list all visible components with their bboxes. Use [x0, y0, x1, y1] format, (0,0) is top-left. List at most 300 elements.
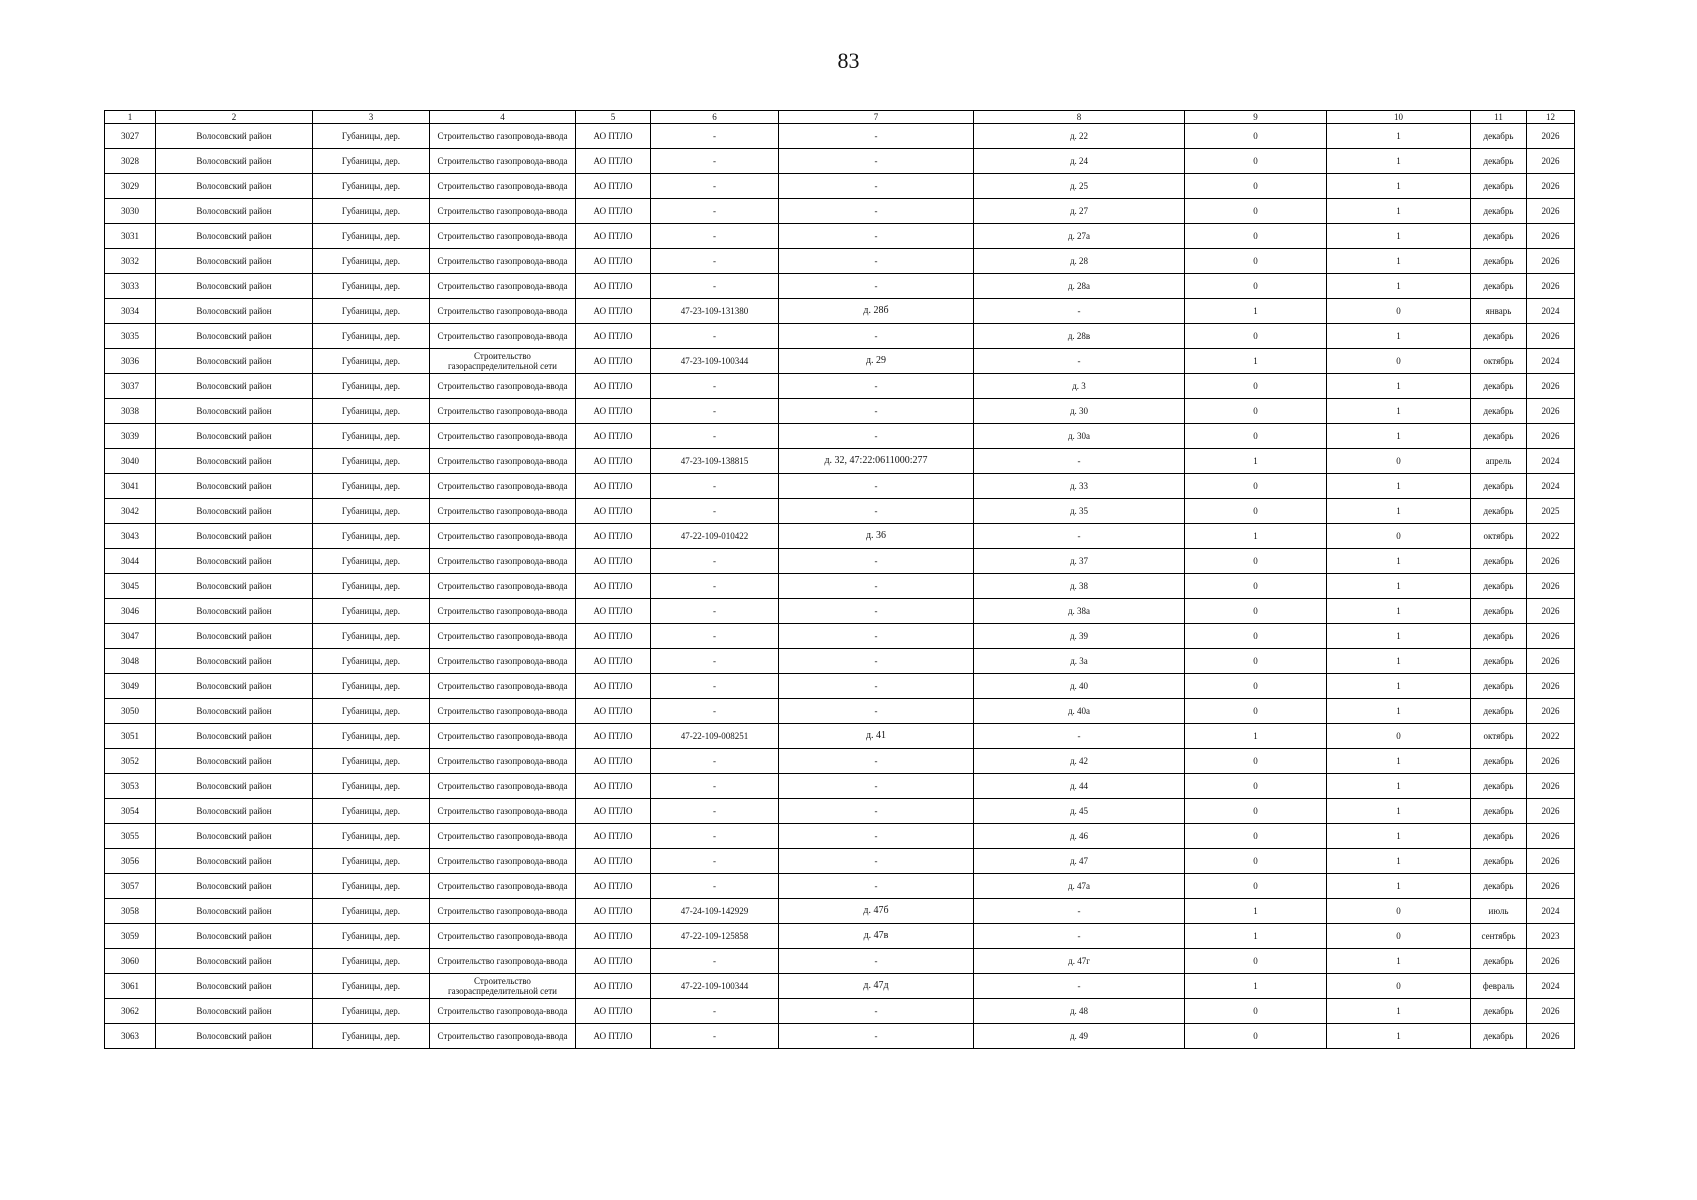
- month-cell: декабрь: [1471, 824, 1527, 849]
- house-address-cell: -: [974, 974, 1185, 999]
- month-cell: декабрь: [1471, 124, 1527, 149]
- settlement-cell: Губаницы, дер.: [313, 774, 430, 799]
- settlement-cell: Губаницы, дер.: [313, 474, 430, 499]
- table-row: [105, 124, 1575, 149]
- house-address-cell: д. 38а: [974, 599, 1185, 624]
- work-type-cell: Строительство газопровода-ввода: [430, 224, 576, 249]
- district-cell: Волосовский район: [156, 299, 313, 324]
- table-row: [105, 774, 1575, 799]
- flag-col10-cell: 1: [1327, 799, 1471, 824]
- flag-col9-cell: 0: [1185, 574, 1327, 599]
- house-address-cell: -: [974, 349, 1185, 374]
- settlement-cell: Губаницы, дер.: [313, 274, 430, 299]
- application-number-cell: 47-22-109-008251: [651, 724, 779, 749]
- application-number-cell: -: [651, 674, 779, 699]
- work-type-cell: Строительство газопровода-ввода: [430, 274, 576, 299]
- house-address-cell: д. 45: [974, 799, 1185, 824]
- object-address-cell: -: [779, 699, 974, 724]
- flag-col9-cell: 0: [1185, 274, 1327, 299]
- month-cell: декабрь: [1471, 774, 1527, 799]
- district-cell: Волосовский район: [156, 274, 313, 299]
- flag-col10-cell: 1: [1327, 174, 1471, 199]
- row-number-cell: 3037: [105, 374, 156, 399]
- flag-col10-cell: 1: [1327, 574, 1471, 599]
- work-type-cell: Строительство газопровода-ввода: [430, 124, 576, 149]
- flag-col10-cell: 1: [1327, 1024, 1471, 1049]
- object-address-cell: -: [779, 574, 974, 599]
- year-cell: 2023: [1527, 924, 1575, 949]
- house-address-cell: -: [974, 924, 1185, 949]
- column-header: 2: [156, 111, 313, 124]
- application-number-cell: -: [651, 124, 779, 149]
- year-cell: 2025: [1527, 499, 1575, 524]
- application-number-cell: -: [651, 949, 779, 974]
- object-address-cell: -: [779, 749, 974, 774]
- month-cell: декабрь: [1471, 474, 1527, 499]
- work-type-cell: Строительство газопровода-ввода: [430, 649, 576, 674]
- settlement-cell: Губаницы, дер.: [313, 349, 430, 374]
- flag-col9-cell: 0: [1185, 649, 1327, 674]
- month-cell: декабрь: [1471, 599, 1527, 624]
- flag-col9-cell: 1: [1185, 899, 1327, 924]
- application-number-cell: -: [651, 1024, 779, 1049]
- district-cell: Волосовский район: [156, 699, 313, 724]
- column-header: 7: [779, 111, 974, 124]
- object-address-cell: -: [779, 624, 974, 649]
- settlement-cell: Губаницы, дер.: [313, 199, 430, 224]
- row-number-cell: 3045: [105, 574, 156, 599]
- column-header: 9: [1185, 111, 1327, 124]
- work-type-cell: Строительство газопровода-ввода: [430, 824, 576, 849]
- row-number-cell: 3032: [105, 249, 156, 274]
- row-number-cell: 3052: [105, 749, 156, 774]
- organization-cell: АО ПТЛО: [576, 699, 651, 724]
- object-address-cell: -: [779, 424, 974, 449]
- flag-col9-cell: 0: [1185, 874, 1327, 899]
- table-row: [105, 549, 1575, 574]
- object-address-cell: -: [779, 324, 974, 349]
- row-number-cell: 3048: [105, 649, 156, 674]
- organization-cell: АО ПТЛО: [576, 599, 651, 624]
- flag-col10-cell: 1: [1327, 774, 1471, 799]
- district-cell: Волосовский район: [156, 374, 313, 399]
- settlement-cell: Губаницы, дер.: [313, 874, 430, 899]
- settlement-cell: Губаницы, дер.: [313, 924, 430, 949]
- month-cell: июль: [1471, 899, 1527, 924]
- row-number-cell: 3062: [105, 999, 156, 1024]
- column-header: 4: [430, 111, 576, 124]
- gasification-table: [104, 110, 1575, 1049]
- month-cell: декабрь: [1471, 174, 1527, 199]
- organization-cell: АО ПТЛО: [576, 474, 651, 499]
- table-row: [105, 949, 1575, 974]
- year-cell: 2026: [1527, 774, 1575, 799]
- settlement-cell: Губаницы, дер.: [313, 324, 430, 349]
- flag-col10-cell: 1: [1327, 699, 1471, 724]
- table-row: [105, 249, 1575, 274]
- month-cell: декабрь: [1471, 199, 1527, 224]
- month-cell: январь: [1471, 299, 1527, 324]
- organization-cell: АО ПТЛО: [576, 649, 651, 674]
- flag-col10-cell: 1: [1327, 999, 1471, 1024]
- object-address-cell: д. 47в: [779, 924, 974, 949]
- table-row: [105, 474, 1575, 499]
- year-cell: 2026: [1527, 874, 1575, 899]
- year-cell: 2024: [1527, 449, 1575, 474]
- flag-col9-cell: 0: [1185, 399, 1327, 424]
- object-address-cell: д. 47д: [779, 974, 974, 999]
- work-type-cell: Строительство газопровода-ввода: [430, 624, 576, 649]
- district-cell: Волосовский район: [156, 949, 313, 974]
- application-number-cell: -: [651, 249, 779, 274]
- column-header: 6: [651, 111, 779, 124]
- settlement-cell: Губаницы, дер.: [313, 824, 430, 849]
- district-cell: Волосовский район: [156, 774, 313, 799]
- month-cell: декабрь: [1471, 424, 1527, 449]
- application-number-cell: -: [651, 799, 779, 824]
- flag-col9-cell: 0: [1185, 374, 1327, 399]
- work-type-cell: Строительство газопровода-ввода: [430, 799, 576, 824]
- month-cell: декабрь: [1471, 399, 1527, 424]
- flag-col10-cell: 0: [1327, 299, 1471, 324]
- organization-cell: АО ПТЛО: [576, 149, 651, 174]
- district-cell: Волосовский район: [156, 649, 313, 674]
- district-cell: Волосовский район: [156, 574, 313, 599]
- year-cell: 2026: [1527, 274, 1575, 299]
- house-address-cell: -: [974, 524, 1185, 549]
- settlement-cell: Губаницы, дер.: [313, 674, 430, 699]
- year-cell: 2024: [1527, 299, 1575, 324]
- table-row: [105, 399, 1575, 424]
- object-address-cell: -: [779, 174, 974, 199]
- year-cell: 2026: [1527, 674, 1575, 699]
- year-cell: 2026: [1527, 649, 1575, 674]
- settlement-cell: Губаницы, дер.: [313, 224, 430, 249]
- row-number-cell: 3042: [105, 499, 156, 524]
- application-number-cell: -: [651, 174, 779, 199]
- row-number-cell: 3049: [105, 674, 156, 699]
- application-number-cell: -: [651, 774, 779, 799]
- house-address-cell: д. 39: [974, 624, 1185, 649]
- flag-col9-cell: 0: [1185, 749, 1327, 774]
- application-number-cell: 47-23-109-100344: [651, 349, 779, 374]
- settlement-cell: Губаницы, дер.: [313, 799, 430, 824]
- year-cell: 2026: [1527, 1024, 1575, 1049]
- application-number-cell: -: [651, 549, 779, 574]
- work-type-cell: Строительство газопровода-ввода: [430, 949, 576, 974]
- year-cell: 2026: [1527, 599, 1575, 624]
- application-number-cell: 47-22-109-125858: [651, 924, 779, 949]
- row-number-cell: 3047: [105, 624, 156, 649]
- settlement-cell: Губаницы, дер.: [313, 149, 430, 174]
- organization-cell: АО ПТЛО: [576, 499, 651, 524]
- month-cell: декабрь: [1471, 624, 1527, 649]
- object-address-cell: -: [779, 599, 974, 624]
- year-cell: 2024: [1527, 349, 1575, 374]
- settlement-cell: Губаницы, дер.: [313, 624, 430, 649]
- organization-cell: АО ПТЛО: [576, 124, 651, 149]
- application-number-cell: -: [651, 274, 779, 299]
- row-number-cell: 3050: [105, 699, 156, 724]
- table-row: [105, 624, 1575, 649]
- object-address-cell: -: [779, 849, 974, 874]
- district-cell: Волосовский район: [156, 124, 313, 149]
- house-address-cell: д. 35: [974, 499, 1185, 524]
- row-number-cell: 3043: [105, 524, 156, 549]
- district-cell: Волосовский район: [156, 874, 313, 899]
- organization-cell: АО ПТЛО: [576, 249, 651, 274]
- work-type-cell: Строительство газопровода-ввода: [430, 324, 576, 349]
- work-type-cell: Строительство газопровода-ввода: [430, 374, 576, 399]
- work-type-cell: Строительство газораспределительной сети: [430, 349, 576, 374]
- house-address-cell: д. 40: [974, 674, 1185, 699]
- month-cell: декабрь: [1471, 224, 1527, 249]
- row-number-cell: 3061: [105, 974, 156, 999]
- district-cell: Волосовский район: [156, 724, 313, 749]
- house-address-cell: д. 30а: [974, 424, 1185, 449]
- settlement-cell: Губаницы, дер.: [313, 399, 430, 424]
- object-address-cell: д. 32, 47:22:0611000:277: [779, 449, 974, 474]
- district-cell: Волосовский район: [156, 174, 313, 199]
- work-type-cell: Строительство газопровода-ввода: [430, 774, 576, 799]
- organization-cell: АО ПТЛО: [576, 774, 651, 799]
- table-row: [105, 1024, 1575, 1049]
- settlement-cell: Губаницы, дер.: [313, 249, 430, 274]
- flag-col9-cell: 0: [1185, 799, 1327, 824]
- work-type-cell: Строительство газопровода-ввода: [430, 249, 576, 274]
- table-row: [105, 749, 1575, 774]
- flag-col9-cell: 1: [1185, 299, 1327, 324]
- year-cell: 2026: [1527, 999, 1575, 1024]
- row-number-cell: 3029: [105, 174, 156, 199]
- object-address-cell: -: [779, 1024, 974, 1049]
- table-row: [105, 424, 1575, 449]
- settlement-cell: Губаницы, дер.: [313, 449, 430, 474]
- object-address-cell: -: [779, 799, 974, 824]
- table-row: [105, 849, 1575, 874]
- house-address-cell: д. 28а: [974, 274, 1185, 299]
- district-cell: Волосовский район: [156, 749, 313, 774]
- organization-cell: АО ПТЛО: [576, 1024, 651, 1049]
- organization-cell: АО ПТЛО: [576, 974, 651, 999]
- object-address-cell: -: [779, 649, 974, 674]
- flag-col10-cell: 1: [1327, 224, 1471, 249]
- year-cell: 2026: [1527, 199, 1575, 224]
- month-cell: февраль: [1471, 974, 1527, 999]
- column-header: 10: [1327, 111, 1471, 124]
- district-cell: Волосовский район: [156, 424, 313, 449]
- flag-col10-cell: 1: [1327, 649, 1471, 674]
- district-cell: Волосовский район: [156, 674, 313, 699]
- table-row: [105, 999, 1575, 1024]
- month-cell: декабрь: [1471, 499, 1527, 524]
- flag-col9-cell: 0: [1185, 224, 1327, 249]
- year-cell: 2026: [1527, 549, 1575, 574]
- settlement-cell: Губаницы, дер.: [313, 174, 430, 199]
- district-cell: Волосовский район: [156, 249, 313, 274]
- application-number-cell: -: [651, 749, 779, 774]
- row-number-cell: 3027: [105, 124, 156, 149]
- object-address-cell: -: [779, 874, 974, 899]
- work-type-cell: Строительство газопровода-ввода: [430, 999, 576, 1024]
- row-number-cell: 3040: [105, 449, 156, 474]
- house-address-cell: -: [974, 299, 1185, 324]
- district-cell: Волосовский район: [156, 799, 313, 824]
- table-row: [105, 449, 1575, 474]
- organization-cell: АО ПТЛО: [576, 924, 651, 949]
- work-type-cell: Строительство газопровода-ввода: [430, 399, 576, 424]
- application-number-cell: -: [651, 874, 779, 899]
- column-header: 1: [105, 111, 156, 124]
- year-cell: 2026: [1527, 624, 1575, 649]
- row-number-cell: 3030: [105, 199, 156, 224]
- work-type-cell: Строительство газопровода-ввода: [430, 174, 576, 199]
- page-number: 83: [837, 48, 860, 73]
- district-cell: Волосовский район: [156, 1024, 313, 1049]
- flag-col10-cell: 1: [1327, 624, 1471, 649]
- flag-col10-cell: 1: [1327, 199, 1471, 224]
- column-header: 11: [1471, 111, 1527, 124]
- flag-col10-cell: 1: [1327, 324, 1471, 349]
- flag-col10-cell: 0: [1327, 724, 1471, 749]
- settlement-cell: Губаницы, дер.: [313, 599, 430, 624]
- year-cell: 2026: [1527, 799, 1575, 824]
- application-number-cell: -: [651, 574, 779, 599]
- row-number-cell: 3034: [105, 299, 156, 324]
- organization-cell: АО ПТЛО: [576, 574, 651, 599]
- flag-col10-cell: 1: [1327, 849, 1471, 874]
- object-address-cell: -: [779, 149, 974, 174]
- object-address-cell: д. 29: [779, 349, 974, 374]
- row-number-cell: 3046: [105, 599, 156, 624]
- year-cell: 2026: [1527, 324, 1575, 349]
- object-address-cell: -: [779, 499, 974, 524]
- application-number-cell: -: [651, 324, 779, 349]
- application-number-cell: 47-24-109-142929: [651, 899, 779, 924]
- object-address-cell: д. 41: [779, 724, 974, 749]
- work-type-cell: Строительство газопровода-ввода: [430, 549, 576, 574]
- table-row: [105, 224, 1575, 249]
- year-cell: 2026: [1527, 224, 1575, 249]
- flag-col9-cell: 0: [1185, 849, 1327, 874]
- table-row: [105, 599, 1575, 624]
- application-number-cell: -: [651, 999, 779, 1024]
- settlement-cell: Губаницы, дер.: [313, 899, 430, 924]
- application-number-cell: 47-22-109-010422: [651, 524, 779, 549]
- row-number-cell: 3056: [105, 849, 156, 874]
- application-number-cell: -: [651, 824, 779, 849]
- district-cell: Волосовский район: [156, 524, 313, 549]
- settlement-cell: Губаницы, дер.: [313, 549, 430, 574]
- year-cell: 2026: [1527, 699, 1575, 724]
- organization-cell: АО ПТЛО: [576, 399, 651, 424]
- table-row: [105, 924, 1575, 949]
- district-cell: Волосовский район: [156, 199, 313, 224]
- row-number-cell: 3044: [105, 549, 156, 574]
- organization-cell: АО ПТЛО: [576, 324, 651, 349]
- work-type-cell: Строительство газопровода-ввода: [430, 724, 576, 749]
- row-number-cell: 3063: [105, 1024, 156, 1049]
- house-address-cell: д. 47а: [974, 874, 1185, 899]
- work-type-cell: Строительство газопровода-ввода: [430, 524, 576, 549]
- object-address-cell: -: [779, 474, 974, 499]
- row-number-cell: 3035: [105, 324, 156, 349]
- column-header: 3: [313, 111, 430, 124]
- district-cell: Волосовский район: [156, 224, 313, 249]
- table-row: [105, 324, 1575, 349]
- table-row: [105, 574, 1575, 599]
- application-number-cell: 47-22-109-100344: [651, 974, 779, 999]
- month-cell: декабрь: [1471, 274, 1527, 299]
- flag-col9-cell: 1: [1185, 724, 1327, 749]
- month-cell: декабрь: [1471, 749, 1527, 774]
- object-address-cell: д. 28б: [779, 299, 974, 324]
- table-row: [105, 649, 1575, 674]
- settlement-cell: Губаницы, дер.: [313, 749, 430, 774]
- month-cell: декабрь: [1471, 249, 1527, 274]
- house-address-cell: д. 22: [974, 124, 1185, 149]
- flag-col10-cell: 1: [1327, 474, 1471, 499]
- object-address-cell: -: [779, 949, 974, 974]
- month-cell: октябрь: [1471, 524, 1527, 549]
- flag-col9-cell: 1: [1185, 924, 1327, 949]
- work-type-cell: Строительство газопровода-ввода: [430, 699, 576, 724]
- house-address-cell: -: [974, 724, 1185, 749]
- organization-cell: АО ПТЛО: [576, 174, 651, 199]
- house-address-cell: -: [974, 899, 1185, 924]
- flag-col10-cell: 1: [1327, 274, 1471, 299]
- settlement-cell: Губаницы, дер.: [313, 974, 430, 999]
- work-type-cell: Строительство газопровода-ввода: [430, 899, 576, 924]
- column-header: 8: [974, 111, 1185, 124]
- house-address-cell: д. 27а: [974, 224, 1185, 249]
- district-cell: Волосовский район: [156, 849, 313, 874]
- header-row: [105, 111, 1575, 124]
- house-address-cell: д. 37: [974, 549, 1185, 574]
- object-address-cell: д. 36: [779, 524, 974, 549]
- organization-cell: АО ПТЛО: [576, 199, 651, 224]
- settlement-cell: Губаницы, дер.: [313, 724, 430, 749]
- flag-col9-cell: 0: [1185, 249, 1327, 274]
- month-cell: декабрь: [1471, 549, 1527, 574]
- table-row: [105, 974, 1575, 999]
- year-cell: 2024: [1527, 474, 1575, 499]
- month-cell: декабрь: [1471, 374, 1527, 399]
- table-row: [105, 699, 1575, 724]
- application-number-cell: -: [651, 199, 779, 224]
- work-type-cell: Строительство газопровода-ввода: [430, 924, 576, 949]
- flag-col10-cell: 1: [1327, 949, 1471, 974]
- house-address-cell: д. 3а: [974, 649, 1185, 674]
- flag-col10-cell: 0: [1327, 924, 1471, 949]
- row-number-cell: 3057: [105, 874, 156, 899]
- flag-col10-cell: 1: [1327, 549, 1471, 574]
- row-number-cell: 3060: [105, 949, 156, 974]
- work-type-cell: Строительство газопровода-ввода: [430, 299, 576, 324]
- year-cell: 2026: [1527, 399, 1575, 424]
- house-address-cell: д. 47г: [974, 949, 1185, 974]
- application-number-cell: -: [651, 374, 779, 399]
- flag-col10-cell: 0: [1327, 974, 1471, 999]
- settlement-cell: Губаницы, дер.: [313, 299, 430, 324]
- month-cell: декабрь: [1471, 949, 1527, 974]
- application-number-cell: 47-23-109-131380: [651, 299, 779, 324]
- house-address-cell: д. 47: [974, 849, 1185, 874]
- settlement-cell: Губаницы, дер.: [313, 699, 430, 724]
- organization-cell: АО ПТЛО: [576, 874, 651, 899]
- organization-cell: АО ПТЛО: [576, 674, 651, 699]
- year-cell: 2026: [1527, 424, 1575, 449]
